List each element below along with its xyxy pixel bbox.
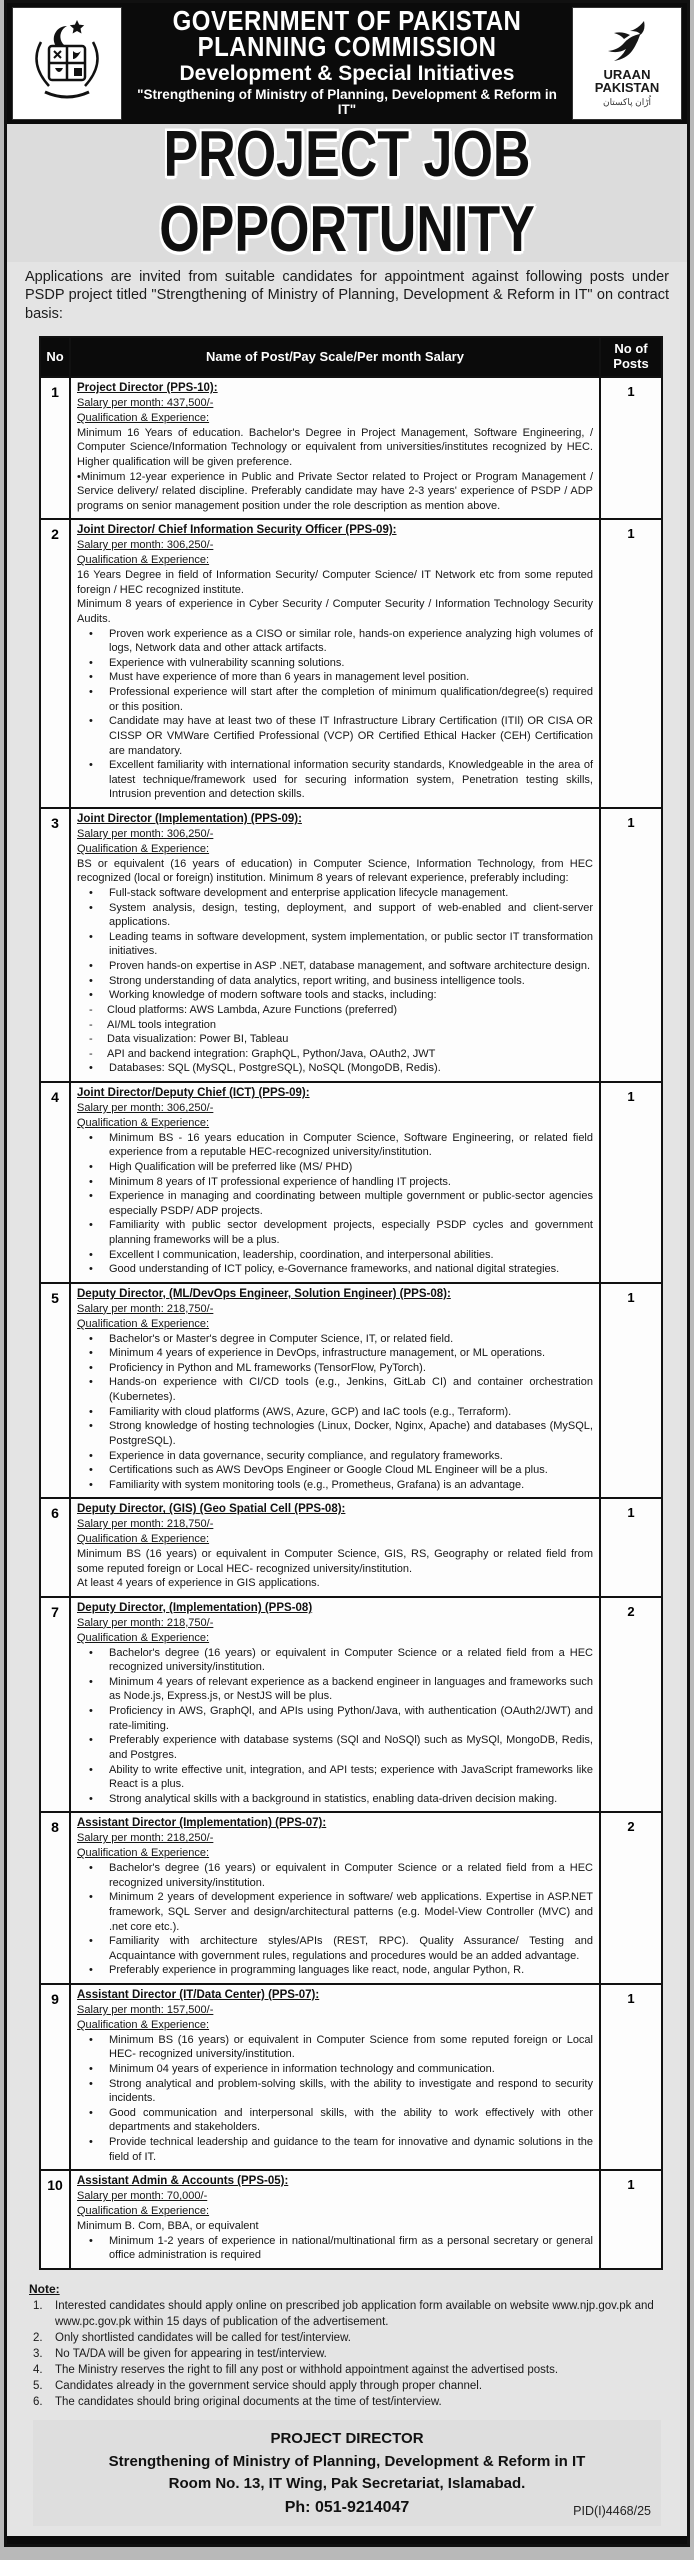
advertisement-page — [4, 0, 690, 2547]
intro-paragraph: Applications are invited from suitable candidates for appointment against following posts under PSDP project titled "Strengthening of Ministry of Planning, Development & Reform in IT" on contract basis: — [25, 268, 669, 323]
requirement-line — [77, 1375, 593, 1404]
bullet-marker: • — [89, 1190, 93, 1203]
post-title: Project Director (PPS-10): — [77, 382, 218, 395]
requirement-line — [77, 857, 593, 886]
footer-phone: Ph: 051-9214047 — [284, 2498, 410, 2516]
uraan-name-line2: PAKISTAN — [594, 80, 660, 96]
bullet-marker: • — [89, 1347, 93, 1360]
requirement-line — [77, 1576, 593, 1591]
post-details-cell — [70, 519, 600, 808]
posts-count: 1 — [600, 377, 662, 519]
requirement-text: Minimum BS (16 years) or equivalent in Computer Science from some reputed foreign or Local HEC- recognized university/institution. — [109, 2033, 593, 2061]
requirement-text: Minimum 2 years of development experience in software/ web applications. Expertise in ASP.NET framework, SQL Server and design/architectural patterns (e.g. Model-View Controller (MVC) and .net core etc.). — [109, 1891, 593, 1933]
table-row — [40, 1597, 662, 1813]
requirement-line — [77, 2135, 593, 2164]
col-header-posts: No of Posts — [600, 337, 662, 377]
posts-count: 1 — [600, 1498, 662, 1597]
requirement-line — [77, 886, 593, 901]
table-row — [40, 377, 662, 519]
requirement-line — [77, 959, 593, 974]
post-title: Assistant Admin & Accounts (PPS-05): — [77, 2175, 289, 2188]
posts-count: 2 — [600, 1597, 662, 1813]
requirement-line — [77, 1890, 593, 1934]
requirement-text: Proficiency in Python and ML frameworks (TensorFlow, PyTorch). — [109, 1361, 426, 1374]
uraan-name-line1: URAAN — [603, 66, 651, 82]
requirement-text: Ability to write effective unit, integration, and API tests; experience with JavaScript frameworks like React is a plus. — [109, 1763, 593, 1791]
table-row — [40, 808, 662, 1082]
pakistan-state-emblem-icon — [21, 12, 113, 115]
requirement-text: Minimum 04 years of experience in information technology and communication. — [109, 2062, 495, 2075]
bullet-marker: • — [89, 1478, 93, 1491]
table-row — [40, 2170, 662, 2269]
bullet-marker: • — [89, 1734, 93, 1747]
requirement-text: Proficiency in AWS, GraphQl, and APIs using Python/Java, with authentication (OAuth2/JWT) and rate-limiting. — [109, 1705, 593, 1732]
requirement-text: Familiarity with architecture styles/APIs (REST, RPC). Quality Assurance/ Testing and Acquaintance with government rules, regulations and procedures would be an added advantage. — [109, 1935, 593, 1962]
bullet-marker: • — [89, 989, 93, 1002]
posts-count: 1 — [600, 1082, 662, 1283]
note-item — [29, 2378, 667, 2394]
bottom-border-strip — [7, 2536, 687, 2544]
requirement-line — [77, 1405, 593, 1420]
table-header-row — [40, 337, 662, 377]
note-text: Only shortlisted candidates will be called for test/interview. — [55, 2331, 351, 2344]
notes-section — [7, 2280, 687, 2415]
row-number: 2 — [40, 519, 70, 808]
requirement-text: Hands-on experience with CI/CD tools (e.g., Jenkins, GitLab CI) and container orchestration (Kubernetes). — [109, 1376, 593, 1404]
requirement-line — [77, 656, 593, 671]
post-title: Joint Director (Implementation) (PPS-09): — [77, 813, 302, 826]
table-row — [40, 1082, 662, 1283]
post-details-cell — [70, 1984, 600, 2170]
note-text: No TA/DA will be given for appearing in test/interview. — [55, 2348, 327, 2361]
commission-line: PLANNING COMMISSION — [197, 31, 497, 63]
requirement-text: Excellent familiarity with international information security standards, Knowledgeable in the area of latest technique/framework used for securing information system, Penetration testing skills, Intrusion prevention and detection skills. — [109, 759, 593, 801]
masthead-titles — [128, 7, 566, 120]
requirement-text: Data visualization: Power BI, Tableau — [107, 1033, 289, 1046]
post-details-cell — [70, 808, 600, 1082]
requirement-line — [77, 627, 593, 656]
post-salary: Salary per month: 306,250/- — [77, 827, 214, 840]
requirement-line — [77, 1160, 593, 1175]
qualification-label: Qualification & Experience: — [77, 554, 210, 567]
row-number: 5 — [40, 1283, 70, 1499]
requirement-line — [77, 2062, 593, 2077]
post-salary: Salary per month: 306,250/- — [77, 539, 214, 552]
posts-count: 1 — [600, 519, 662, 808]
requirement-line — [77, 930, 593, 959]
post-details-cell — [70, 1597, 600, 1813]
requirement-line — [77, 1262, 593, 1277]
dash-marker: - — [89, 1003, 93, 1016]
posts-count: 1 — [600, 1984, 662, 2170]
bullet-marker: • — [89, 1935, 93, 1948]
post-details-cell — [70, 1812, 600, 1984]
dash-marker: - — [89, 1047, 93, 1060]
qualification-label: Qualification & Experience: — [77, 2018, 210, 2031]
requirement-text: Proven hands-on expertise in ASP .NET, database management, and software architecture design. — [109, 960, 591, 973]
table-row — [40, 1984, 662, 2170]
uraan-urdu-tagline: اُڑان پاکستان — [602, 96, 652, 107]
bullet-marker: • — [89, 1675, 93, 1688]
post-title: Joint Director/ Chief Information Security Officer (PPS-09): — [77, 524, 397, 537]
qualification-label: Qualification & Experience: — [77, 1116, 210, 1129]
posts-count: 1 — [600, 808, 662, 1082]
bullet-marker: • — [89, 1131, 93, 1144]
post-title: Assistant Director (Implementation) (PPS-07): — [77, 1817, 327, 1830]
govt-line: GOVERNMENT OF PAKISTAN — [172, 5, 522, 37]
note-number: 3. — [33, 2348, 43, 2361]
requirement-line — [77, 1763, 593, 1792]
requirement-text: Minimum BS - 16 years education in Computer Science, Software Engineering, or related field experience from a reputable HEC-recognized university/institution. — [109, 1131, 593, 1159]
note-text: Interested candidates should apply online on prescribed job application form available on website www.njp.gov.pk and www.pc.gov.pk within 15 days of publication of the advertisement. — [55, 2299, 654, 2328]
requirement-line — [77, 988, 593, 1003]
requirement-line — [77, 1189, 593, 1218]
footer-designation: PROJECT DIRECTOR — [270, 2430, 424, 2448]
bullet-marker: • — [89, 1964, 93, 1977]
bullet-marker: • — [89, 1332, 93, 1345]
requirement-text: Experience with vulnerability scanning solutions. — [109, 656, 345, 669]
table-row — [40, 1283, 662, 1499]
post-details-cell — [70, 1283, 600, 1499]
requirement-line — [77, 2033, 593, 2062]
requirement-text: Preferably experience with database systems (SQl and NoSQl) such as MySQl, MongoDB, Redis, and Postgres. — [109, 1734, 593, 1761]
post-details-cell — [70, 2170, 600, 2269]
requirement-line — [77, 2077, 593, 2106]
requirement-line — [77, 1419, 593, 1448]
requirement-line — [77, 1934, 593, 1963]
requirement-text: Strong analytical and problem-solving skills, with the ability to investigate and respond to security incidents. — [109, 2077, 593, 2105]
requirement-text: 16 Years Degree in field of Information Security/ Computer Science/ IT Network etc from some reputed foreign / HEC recognized institute. — [77, 569, 593, 596]
requirement-text: BS or equivalent (16 years of education) in Computer Science, Information Technology, from HEC recognized (local or foreign) institution. Minimum 8 years of relevant experience, preferably including: — [77, 857, 593, 885]
requirement-text: Minimum 8 years of experience in Cyber Security / Computer Security / Information Technology Security Audits. — [77, 598, 593, 625]
bullet-marker: • — [89, 715, 93, 728]
bullet-marker: • — [89, 974, 93, 987]
post-salary: Salary per month: 306,250/- — [77, 1101, 214, 1114]
requirement-line — [77, 1361, 593, 1376]
col-header-name: Name of Post/Pay Scale/Per month Salary — [70, 337, 600, 377]
requirement-text: Candidate may have at least two of these IT Infrastructure Library Certification (ITIl) OR CISA OR CISSP OR VMWare Certified Professional (VCP) OR Certified Ethical Hacker (CEH) Certification are mandatory. — [109, 715, 593, 757]
post-title: Deputy Director, (Implementation) (PPS-08) — [77, 1601, 313, 1614]
post-salary: Salary per month: 218,250/- — [77, 1832, 214, 1845]
bullet-marker: • — [89, 1175, 93, 1188]
requirement-text: Full-stack software development and enterprise application lifecycle management. — [109, 886, 509, 899]
bullet-marker: • — [89, 1160, 93, 1173]
bullet-marker: • — [89, 1420, 93, 1433]
requirement-text: Good communication and interpersonal skills, with the ability to work effectively with other departments and stakeholders. — [109, 2106, 593, 2134]
division-line: Development & Special Initiatives — [179, 61, 515, 85]
bullet-marker: • — [89, 1891, 93, 1904]
bullet-marker: • — [89, 886, 93, 899]
footer-contact-block — [33, 2420, 661, 2526]
requirement-line — [77, 1018, 593, 1033]
note-text: Candidates already in the government service should apply through proper channel. — [55, 2380, 483, 2393]
posts-count: 1 — [600, 2170, 662, 2269]
qualification-label: Qualification & Experience: — [77, 1317, 210, 1330]
bullet-marker: • — [89, 1062, 93, 1075]
note-text: The Ministry reserves the right to fill any post or withhold appointment against the advertised posts. — [55, 2364, 559, 2377]
post-salary: Salary per month: 218,750/- — [77, 1616, 214, 1629]
row-number: 4 — [40, 1082, 70, 1283]
bullet-marker: • — [89, 1449, 93, 1462]
row-number: 8 — [40, 1812, 70, 1984]
requirement-line — [77, 1131, 593, 1160]
requirement-line — [77, 1733, 593, 1762]
requirement-text: Familiarity with system monitoring tools (e.g., Prometheus, Grafana) is an advantage. — [109, 1478, 525, 1491]
bullet-marker: • — [89, 1763, 93, 1776]
requirement-text: AI/ML tools integration — [107, 1018, 217, 1031]
bullet-marker: • — [89, 1219, 93, 1232]
requirement-line — [77, 901, 593, 930]
requirement-text: Familiarity with cloud platforms (AWS, Azure, GCP) and IaC tools (e.g., Terraform). — [109, 1405, 512, 1418]
banner — [7, 117, 687, 266]
footer-project-name: Strengthening of Ministry of Planning, Development & Reform in IT — [108, 2452, 586, 2470]
requirement-text: Provide technical leadership and guidance to the team for innovative and dynamic solutions in the field of IT. — [109, 2136, 593, 2163]
post-details-cell — [70, 1082, 600, 1283]
note-text: The candidates should bring original documents at the time of test/interview. — [55, 2396, 442, 2409]
bullet-marker: • — [89, 627, 93, 640]
requirement-text: Proven work experience as a CISO or similar role, hands-on experience analyzing high volumes of logs, Network data and other attack artifacts. — [109, 627, 593, 655]
posts-count: 2 — [600, 1812, 662, 1984]
row-number: 7 — [40, 1597, 70, 1813]
requirement-text: Familiarity with public sector development projects, especially PSDP cycles and government planning frameworks will be a plus. — [109, 1219, 593, 1247]
requirement-line — [77, 470, 593, 514]
requirement-text: Good understanding of ICT policy, e-Governance frameworks, and national digital strategies. — [109, 1263, 560, 1276]
note-item — [29, 2394, 667, 2410]
post-salary: Salary per month: 157,500/- — [77, 2003, 214, 2016]
note-item — [29, 2330, 667, 2346]
requirement-text: Must have experience of more than 6 years in management level position. — [109, 671, 470, 684]
requirement-text: System analysis, design, testing, deployment, and support of web-enabled and client-server applications. — [109, 901, 593, 929]
requirement-text: Cloud platforms: AWS Lambda, Azure Functions (preferred) — [107, 1003, 397, 1016]
qualification-label: Qualification & Experience: — [77, 1847, 210, 1860]
requirement-text: Minimum 16 Years of education. Bachelor's Degree in Project Management, Software Engineering, / Computer Science/Information Technology or equivalent from universities/institutes recognized by HEC. Higher qualification will be given preference. — [77, 426, 593, 468]
requirement-line — [77, 1449, 593, 1464]
requirement-line — [77, 1346, 593, 1361]
requirement-line — [77, 1547, 593, 1576]
requirement-line — [77, 1478, 593, 1493]
requirement-line — [77, 1047, 593, 1062]
bullet-marker: • — [89, 1376, 93, 1389]
row-number: 6 — [40, 1498, 70, 1597]
notes-label: Note: — [29, 2281, 60, 2296]
requirement-text: Minimum 4 years of relevant experience as a backend engineer in languages and frameworks such as Node.js, Express.js, or NestJS will be plus. — [109, 1675, 593, 1703]
dash-marker: - — [89, 1018, 93, 1031]
post-details-cell — [70, 377, 600, 519]
bullet-marker: • — [89, 1248, 93, 1261]
requirement-line — [77, 2106, 593, 2135]
post-title: Assistant Director (IT/Data Center) (PPS-07): — [77, 1989, 320, 2002]
qualification-label: Qualification & Experience: — [77, 1631, 210, 1644]
bullet-marker: • — [89, 2033, 93, 2046]
requirement-line — [77, 1248, 593, 1263]
note-number: 1. — [33, 2299, 43, 2312]
requirement-text: Strong understanding of data analytics, report writing, and business intelligence tools. — [109, 974, 525, 987]
masthead — [7, 3, 687, 124]
requirement-text: •Minimum 12-year experience in Public and Private Sector related to Project or Program Management / Service delivery/ related discipline. Preferably candidate may have 2-3 years' experience of PSDP / ADP programs on senior management position under the role description as mention above. — [77, 470, 593, 512]
requirement-line — [77, 1032, 593, 1047]
bullet-marker: • — [89, 1646, 93, 1659]
requirement-line — [77, 2234, 593, 2263]
footer-address: Room No. 13, IT Wing, Pak Secretariat, Islamabad. — [168, 2475, 526, 2493]
table-row — [40, 1498, 662, 1597]
qualification-label: Qualification & Experience: — [77, 411, 210, 424]
requirement-text: Strong knowledge of hosting technologies (Linux, Docker, Nginx, Apache) and databases (MySQL, PostgreSQL). — [109, 1420, 593, 1447]
requirement-text: Minimum 8 years of IT professional experience of handling IT projects. — [109, 1175, 451, 1188]
bullet-marker: • — [89, 930, 93, 943]
requirement-text: Minimum B. Com, BBA, or equivalent — [77, 2219, 259, 2232]
requirement-line — [77, 1861, 593, 1890]
row-number: 3 — [40, 808, 70, 1082]
table-row — [40, 519, 662, 808]
post-salary: Salary per month: 218,750/- — [77, 1302, 214, 1315]
bullet-marker: • — [89, 2136, 93, 2149]
bullet-marker: • — [89, 1263, 93, 1276]
post-salary: Salary per month: 218,750/- — [77, 1518, 214, 1531]
requirement-line — [77, 1061, 593, 1076]
bullet-marker: • — [89, 1361, 93, 1374]
requirement-line — [77, 670, 593, 685]
requirement-text: Experience in data governance, security compliance, and regulatory frameworks. — [109, 1449, 503, 1462]
requirement-line — [77, 685, 593, 714]
requirement-text: Databases: SQL (MySQL, PostgreSQL), NoSQL (MongoDB, Redis). — [109, 1062, 441, 1075]
note-number: 6. — [33, 2396, 43, 2409]
note-number: 5. — [33, 2380, 43, 2393]
requirement-text: High Qualification will be preferred like (MS/ PHD) — [109, 1160, 353, 1173]
bullet-marker: • — [89, 960, 93, 973]
requirement-text: Leading teams in software development, system implementation, or public sector IT transformation initiatives. — [109, 930, 593, 958]
note-number: 2. — [33, 2331, 43, 2344]
qualification-label: Qualification & Experience: — [77, 2205, 210, 2218]
bullet-marker: • — [89, 671, 93, 684]
row-number: 9 — [40, 1984, 70, 2170]
qualification-label: Qualification & Experience: — [77, 1533, 210, 1546]
requirement-text: Excellent I communication, leadership, coordination, and interpersonal abilities. — [109, 1248, 494, 1261]
requirement-line — [77, 1175, 593, 1190]
uraan-logo-box — [572, 7, 682, 120]
bullet-marker: • — [89, 1405, 93, 1418]
requirement-line — [77, 426, 593, 470]
post-title: Deputy Director, (GIS) (Geo Spatial Cell (PPS-08): — [77, 1503, 346, 1516]
post-salary: Salary per month: 437,500/- — [77, 396, 214, 409]
bullet-marker: • — [89, 2062, 93, 2075]
requirement-line — [77, 1463, 593, 1478]
note-item — [29, 2346, 667, 2362]
post-details-cell — [70, 1498, 600, 1597]
note-number: 4. — [33, 2364, 43, 2377]
bullet-marker: • — [89, 1705, 93, 1718]
requirement-line — [77, 1218, 593, 1247]
bullet-marker: • — [89, 656, 93, 669]
requirement-text: Working knowledge of modern software tools and stacks, including: — [109, 989, 437, 1002]
requirement-line — [77, 1332, 593, 1347]
requirement-text: Bachelor's degree (16 years) or equivalent in Computer Science or a related field from a HEC recognized university/institution. — [109, 1646, 593, 1674]
requirement-line — [77, 1963, 593, 1978]
requirement-line — [77, 568, 593, 597]
post-salary: Salary per month: 70,000/- — [77, 2190, 208, 2203]
bullet-marker: • — [89, 901, 93, 914]
emblem-box — [12, 7, 122, 120]
bullet-marker: • — [89, 1464, 93, 1477]
uraan-bird-icon — [600, 19, 654, 68]
requirement-text: Minimum BS (16 years) or equivalent in Computer Science, GIS, RS, Geography or related field from some reputed foreign or Local HEC- recognized university/institution. — [77, 1548, 593, 1575]
requirement-line — [77, 758, 593, 802]
requirement-line — [77, 2219, 593, 2234]
posts-count: 1 — [600, 1283, 662, 1499]
row-number: 10 — [40, 2170, 70, 2269]
posts-table — [39, 336, 663, 2270]
requirement-text: Bachelor's or Master's degree in Computer Science, IT, or related field. — [109, 1332, 454, 1345]
requirement-text: Minimum 1-2 years of experience in national/multinational firm as a personal secretary or general office administration is required — [109, 2234, 593, 2262]
post-title: Joint Director/Deputy Chief (ICT) (PPS-09): — [77, 1087, 310, 1100]
dash-marker: - — [89, 1033, 93, 1046]
col-header-no: No — [40, 337, 70, 377]
table-row — [40, 1812, 662, 1984]
bullet-marker: • — [89, 686, 93, 699]
requirement-text: Experience in managing and coordinating between multiple government or public-sector agencies especially PSDP/ ADP projects. — [109, 1190, 593, 1217]
requirement-text: API and backend integration: GraphQL, Python/Java, OAuth2, JWT — [107, 1047, 436, 1060]
requirement-text: Certifications such as AWS DevOps Engineer or Google Cloud ML Engineer will be a plus. — [109, 1464, 548, 1477]
requirement-line — [77, 597, 593, 626]
requirement-text: Strong analytical skills with a background in statistics, enabling data-driven decision making. — [109, 1792, 558, 1805]
note-item — [29, 2362, 667, 2378]
requirement-line — [77, 1675, 593, 1704]
requirement-text: Minimum 4 years of experience in DevOps, infrastructure management, or ML operations. — [109, 1347, 546, 1360]
project-title-line: "Strengthening of Ministry of Planning, Development & Reform in IT" — [137, 87, 557, 118]
requirement-line — [77, 714, 593, 758]
requirement-line — [77, 1646, 593, 1675]
requirement-line — [77, 974, 593, 989]
bullet-marker: • — [89, 1862, 93, 1875]
requirement-text: At least 4 years of experience in GIS applications. — [77, 1577, 320, 1590]
bullet-marker: • — [89, 759, 93, 772]
bullet-marker: • — [89, 1792, 93, 1805]
page-title: PROJECT JOB OPPORTUNITY — [159, 117, 535, 266]
requirement-text: Bachelor's degree (16 years) or equivalent in Computer Science or a related field from a HEC recognized university/institution. — [109, 1862, 593, 1889]
requirement-line — [77, 1792, 593, 1807]
requirement-line — [77, 1704, 593, 1733]
bullet-marker: • — [89, 2234, 93, 2247]
qualification-label: Qualification & Experience: — [77, 842, 210, 855]
row-number: 1 — [40, 377, 70, 519]
requirement-line — [77, 1003, 593, 1018]
post-title: Deputy Director, (ML/DevOps Engineer, Solution Engineer) (PPS-08): — [77, 1287, 451, 1300]
requirement-text: Professional experience will start after the completion of minimum qualification/degree(s) required or this position. — [109, 686, 593, 713]
bullet-marker: • — [89, 2106, 93, 2119]
note-item — [29, 2298, 667, 2330]
bullet-marker: • — [89, 2077, 93, 2090]
requirement-text: Preferably experience in programming languages like react, node, angular Python, R. — [109, 1964, 525, 1977]
pid-number: PID(I)4468/25 — [573, 2503, 651, 2518]
